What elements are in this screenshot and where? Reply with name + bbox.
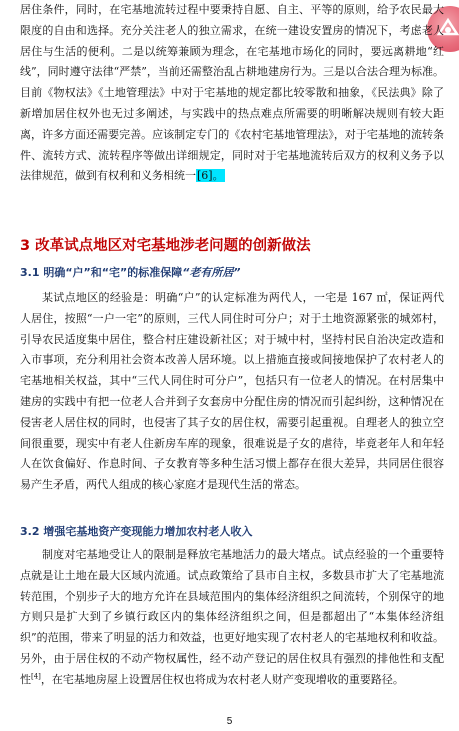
section-heading-3: 3 改革试点地区对宅基地涉老问题的创新做法 bbox=[20, 238, 311, 254]
paragraph-continued: 居住条件，同时，在宅基地流转过程中要秉持自愿、自主、平等的原则，给予农民最大限度的自由和选择。充分关注老人的独立需求，在统一建设安置房的情况下，考虑老人居住与生活的便利。二是以统筹兼顾为理念，在宅基地市场化的同时，要远离耕地“红线”，同时遵守法律“严禁”，当前还需整治乱占耕地建房行为。三是以合法合理为标准。目前《物权法》《土地管理法》中对于宅基地的规定都比较零散和抽象，《民法典》除了新增加居住权外也无过多阐述，与实践中的热点难点所需要的明晰解决规则有较大距离，许多方面还需要完善。应该制定专门的《农村宅基地管理法》，对于宅基地的流转条件、流转方式、流转程序等做出详细规定，同时对于宅基地流转后双方的权利义务予以法律规范，做到有权利和义务相统一[6]。 bbox=[20, 3, 444, 183]
subsection-heading-3-2: 3.2 增强宅基地资产变现能力增加农村老人收入 bbox=[20, 525, 253, 538]
citation-highlight[interactable]: [6]。 bbox=[197, 169, 224, 183]
citation-ref[interactable]: [4] bbox=[31, 672, 41, 681]
paragraph-asset-liquidity: 制度对宅基地受让人的限制是释放宅基地活力的最大堵点。试点经验的一个重要特点就是让土地在最大区域内流通。试点政策给了县市自主权，多数县市扩大了宅基地流转范围，个别步子大的地方允许在县域范围内的集体经济组织之间流转，个别保守的地方则只是扩大到了乡镇行政区内的集体经济组织之间，但是都超出了“本集体经济组织”的范围，带来了明显的活力和效益，也更好地实现了农村老人的宅基地权利和收益。另外，由于居住权的不动产物权属性，经不动产登记的居住权具有强烈的排他性和支配性[4]，在宅基地房屋上设置居住权也将成为农村老人财产变现增收的重要路径。 bbox=[20, 548, 444, 686]
subsection-heading-3-1: 3.1 明确“户”和“宅”的标准保障“老有所居” bbox=[20, 266, 241, 279]
paragraph-household-standard: 某试点地区的经验是：明确“户”的认定标准为两代人，一宅是 167 ㎡，保证两代人居住，按照“一户一宅”的原则，三代人同住时可分户；对于土地资源紧张的城郊村，引导农民适度集中居住，整合村庄建设新社区；对于城中村，坚持村民自治决定改造和入市事项，充分利用社会资本改善人居环境。以上措施直接或间接地保护了农村老人的宅基地相关权益，其中“三代人同住时可分户”，包括只有一位老人的情况。在村居集中建房的实践中有把一位老人合并到子女套房中分配住房的情况而引起纠纷，这种情况在侵害老人居住权的同时，也侵害了其子女的居住权，需要引起重视。自理老人的独立空间很重要，现实中有老人住新房车库的现象，很难说是子女的虐待，毕竟老年人和年轻人在饮食偏好、作息时间、子女教育等多种生活习惯上都存在很大差异，共同居住很容易产生矛盾，两代人组成的核心家庭才是现代生活的常态。 bbox=[20, 291, 444, 492]
page-number: 5 bbox=[226, 716, 233, 727]
